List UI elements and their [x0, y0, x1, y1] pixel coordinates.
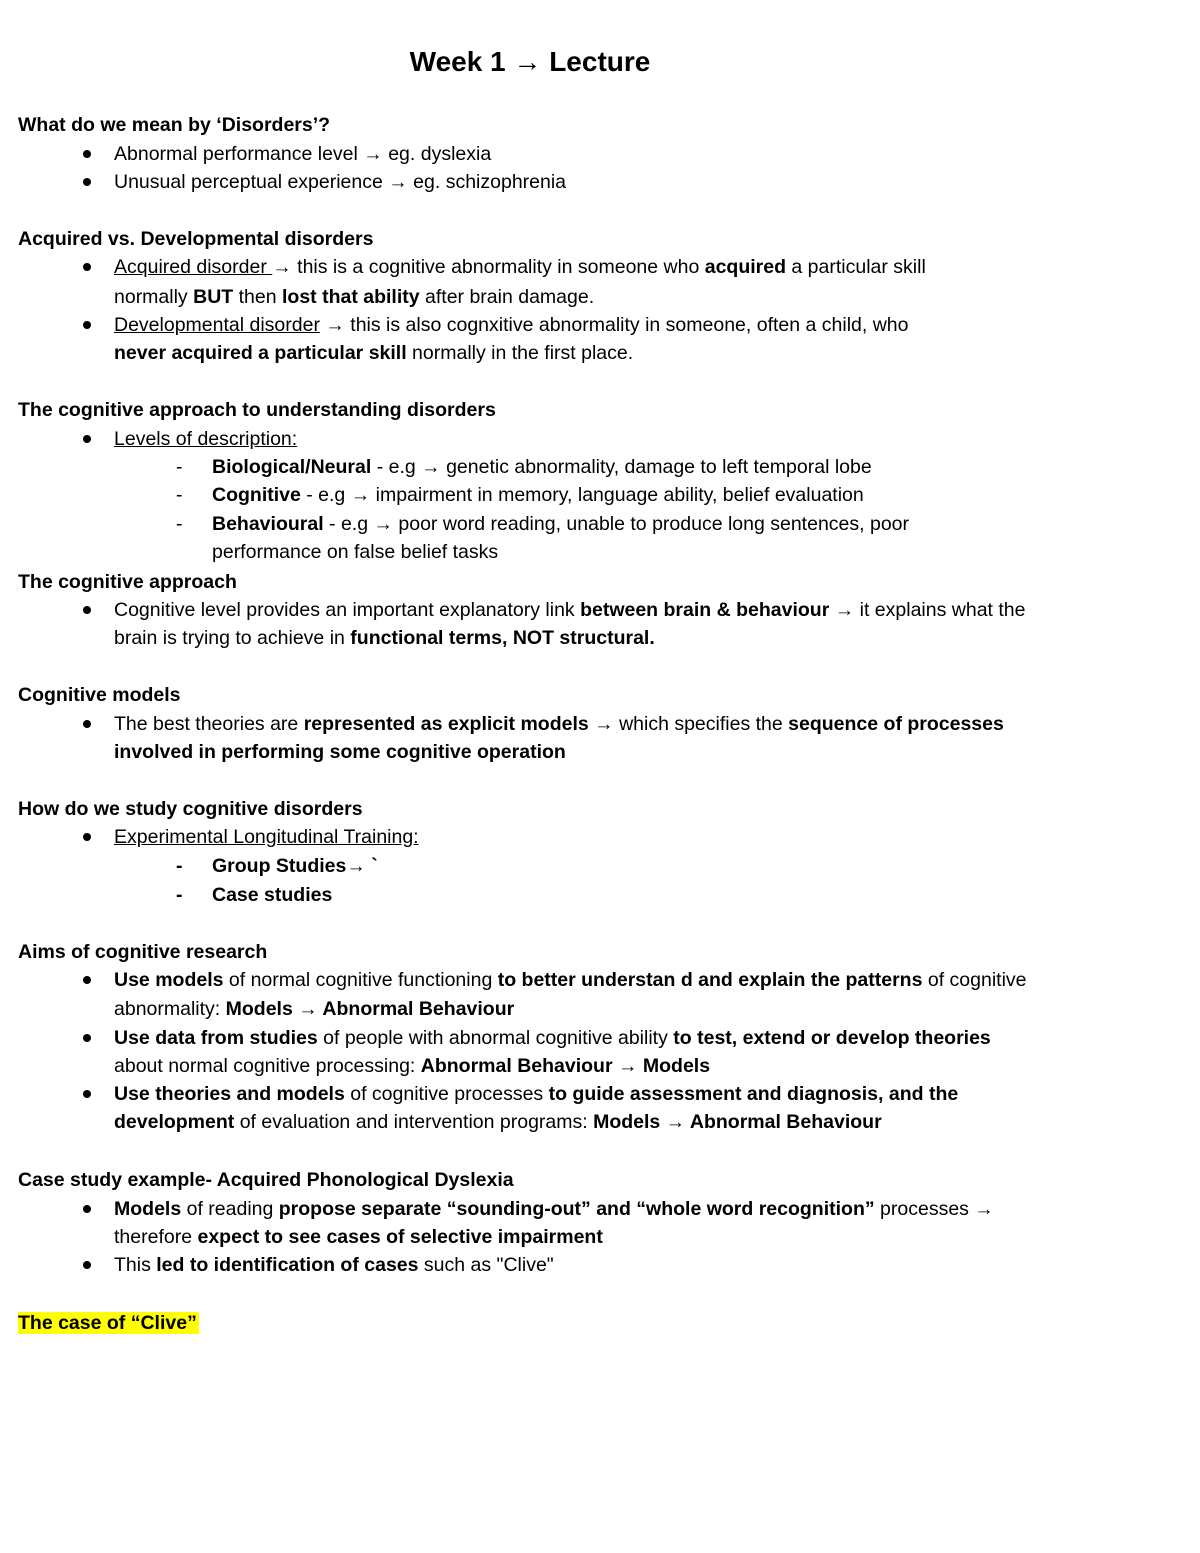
heading-cognitive-approach: The cognitive approach [18, 571, 237, 593]
bullet-icon [83, 1090, 91, 1098]
list-item [114, 1024, 991, 1052]
text-run: such as "Clive" [418, 1254, 554, 1276]
bold-run: Case studies [212, 884, 333, 906]
bold-run: Group Studies→ ` [212, 855, 378, 877]
list-item [114, 710, 1004, 738]
bold-run: Use data from studies [114, 1027, 318, 1049]
text-run: then [233, 286, 282, 308]
list-item [114, 966, 1027, 994]
sub-list-item [212, 852, 378, 880]
bold-run: functional terms, NOT structural. [350, 627, 655, 649]
bold-run: development [114, 1111, 235, 1133]
heading-disorders: What do we mean by ‘Disorders’? [18, 114, 331, 136]
bullet-icon [83, 1034, 91, 1042]
bold-run: to guide assessment and diagnosis, and the [548, 1083, 959, 1105]
bold-run: BUT [193, 286, 234, 308]
bullet-icon [83, 976, 91, 984]
bold-run: expect to see cases of selective impairment [197, 1226, 603, 1248]
text-run: a particular skill [786, 256, 926, 278]
text-run: Experimental Longitudinal Training: [114, 826, 419, 848]
page-title: Week 1 → Lecture [409, 46, 651, 77]
sub-list-item [212, 510, 909, 538]
bold-run: sequence of processes [788, 713, 1004, 735]
list-item [114, 596, 1025, 624]
bold-run: Behavioural [212, 513, 324, 535]
bold-run: Use models [114, 969, 224, 991]
bold-run: propose separate “sounding-out” and “whole word recognition” [278, 1198, 875, 1220]
text-run: of cognitive [922, 969, 1027, 991]
text-run: about normal cognitive processing: [114, 1055, 421, 1077]
bullet-icon [83, 1205, 91, 1213]
bullet-icon [83, 833, 91, 841]
text-run: → it explains what the [829, 599, 1026, 621]
dash-marker: - [176, 484, 183, 506]
highlighted-heading: The case of “Clive” [18, 1312, 197, 1334]
list-item: Abnormal performance level → eg. dyslexia [114, 143, 492, 165]
list-item [114, 253, 926, 281]
list-item [114, 1251, 554, 1279]
list-item [114, 1080, 958, 1108]
bold-run: involved in performing some cognitive operation [114, 741, 566, 763]
list-item-continuation [114, 1052, 710, 1080]
sub-list-item [212, 453, 872, 481]
heading-acquired-vs-developmental: Acquired vs. Developmental disorders [18, 228, 374, 250]
text-run: normally in the first place. [406, 342, 634, 364]
term-developmental-disorder: Developmental disorder [114, 314, 320, 336]
bullet-icon [83, 1261, 91, 1269]
heading-study-cognitive-disorders: How do we study cognitive disorders [18, 798, 363, 820]
heading-case-study-example: Case study example- Acquired Phonological Dyslexia [18, 1169, 514, 1191]
dash-marker: - [176, 884, 183, 906]
bold-run: never acquired a particular skill [114, 342, 407, 364]
text-run: Levels of description: [114, 428, 298, 450]
bold-run: Models → Abnormal Behaviour [225, 998, 515, 1020]
bullet-icon [83, 263, 91, 271]
bold-run: acquired [704, 256, 786, 278]
list-item-continuation [114, 995, 514, 1023]
text-run: of normal cognitive functioning [223, 969, 498, 991]
list-item [114, 823, 419, 851]
term-acquired-disorder: Acquired disorder [114, 256, 273, 278]
bullet-icon [83, 321, 91, 329]
text-run: of cognitive processes [344, 1083, 549, 1105]
bold-run: Use theories and models [114, 1083, 345, 1105]
list-item-continuation [114, 624, 655, 652]
text-run: Cognitive level provides an important explanatory link [114, 599, 581, 621]
bold-run: to better understan d and explain the patterns [497, 969, 923, 991]
text-run: normally [114, 286, 194, 308]
text-run: - e.g → impairment in memory, language ability, belief evaluation [300, 484, 864, 506]
bold-run: led to identification of cases [156, 1254, 419, 1276]
text-run: → this is also cognxitive abnormality in someone, often a child, who [319, 314, 909, 336]
bullet-icon [83, 606, 91, 614]
bold-run: represented as explicit models [303, 713, 589, 735]
text-run: therefore [114, 1226, 198, 1248]
bold-run: to test, extend or develop theories [673, 1027, 991, 1049]
bullet-icon [83, 720, 91, 728]
heading-cognitive-approach-disorders: The cognitive approach to understanding disorders [18, 399, 496, 421]
list-item [114, 425, 297, 453]
heading-cognitive-models: Cognitive models [18, 684, 181, 706]
text-run: of people with abnormal cognitive ability [317, 1027, 674, 1049]
text-run: - e.g → poor word reading, unable to produce long sentences, poor [323, 513, 909, 535]
text-run: brain is trying to achieve in [114, 627, 351, 649]
bold-run: between brain & behaviour [580, 599, 830, 621]
list-item-continuation [114, 339, 633, 367]
bold-run: Abnormal Behaviour → Models [420, 1055, 711, 1077]
sub-list-item-continuation: performance on false belief tasks [212, 541, 499, 563]
text-run: after brain damage. [419, 286, 595, 308]
text-run: abnormality: [114, 998, 226, 1020]
bold-run: lost that ability [281, 286, 420, 308]
text-run: → this is a cognitive abnormality in someone who [272, 256, 705, 278]
list-item-continuation [114, 1108, 882, 1136]
bullet-icon [83, 150, 91, 158]
list-item [114, 311, 909, 339]
text-run: processes → [874, 1198, 994, 1220]
sub-list-item [212, 481, 864, 509]
bold-run: Biological/Neural [212, 456, 372, 478]
text-run: - e.g → genetic abnormality, damage to left temporal lobe [371, 456, 872, 478]
bold-run: Cognitive [212, 484, 301, 506]
heading-case-of-clive [18, 1309, 199, 1337]
bullet-icon [83, 435, 91, 443]
dash-marker: - [176, 855, 183, 877]
dash-marker: - [176, 456, 183, 478]
text-run: of evaluation and intervention programs: [234, 1111, 594, 1133]
text-run: of reading [181, 1198, 279, 1220]
dash-marker: - [176, 513, 183, 535]
sub-list-item [212, 881, 332, 909]
list-item-continuation [114, 283, 594, 311]
text-run: The best theories are [114, 713, 304, 735]
text-run: This [114, 1254, 157, 1276]
list-item: Unusual perceptual experience → eg. schizophrenia [114, 171, 567, 193]
list-item-continuation [114, 738, 566, 766]
list-item-continuation [114, 1223, 603, 1251]
bold-run: Models [114, 1198, 182, 1220]
text-run: → which specifies the [588, 713, 789, 735]
list-item [114, 1195, 994, 1223]
bold-run: Models → Abnormal Behaviour [593, 1111, 882, 1133]
bullet-icon [83, 178, 91, 186]
heading-aims-cognitive-research: Aims of cognitive research [18, 941, 268, 963]
